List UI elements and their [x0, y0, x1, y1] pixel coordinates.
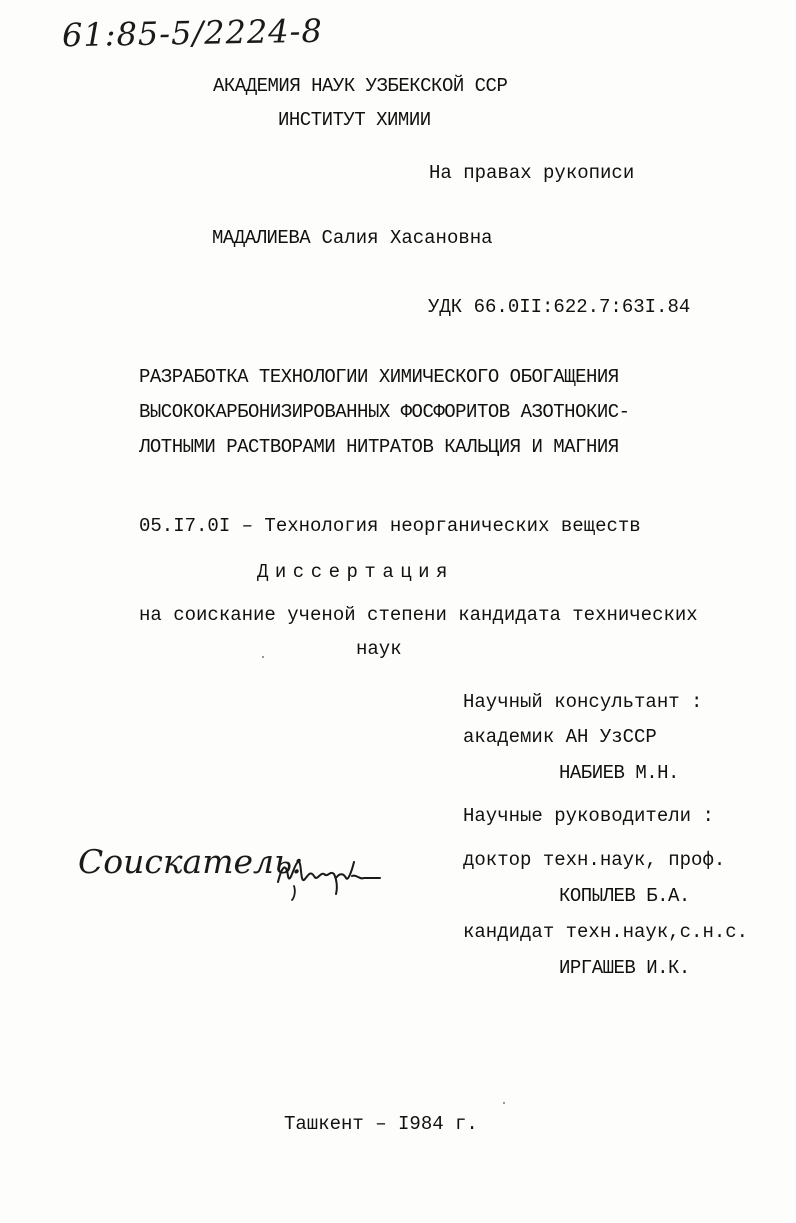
consultant-label: Научный консультант :	[463, 691, 703, 713]
consultant-name: НАБИЕВ М.Н.	[559, 762, 679, 784]
applicant-signature	[274, 852, 384, 902]
title-line-1: РАЗРАБОТКА ТЕХНОЛОГИИ ХИМИЧЕСКОГО ОБОГАЩЕНИЯ	[139, 366, 619, 388]
title-line-3: ЛОТНЫМИ РАСТВОРАМИ НИТРАТОВ КАЛЬЦИЯ И МАГНИЯ	[139, 436, 619, 458]
supervisors-label: Научные руководители :	[463, 805, 714, 827]
institute-name: ИНСТИТУТ ХИМИИ	[278, 109, 431, 131]
degree-line-1: на соискание ученой степени кандидата технических	[139, 604, 698, 626]
supervisor-1-name: КОПЫЛЕВ Б.А.	[559, 885, 690, 907]
supervisor-2-name: ИРГАШЕВ И.К.	[559, 957, 690, 979]
degree-line-2: наук	[356, 638, 402, 660]
udc-code: УДК 66.0II:622.7:63I.84	[428, 296, 691, 318]
title-line-2: ВЫСОКОКАРБОНИЗИРОВАННЫХ ФОСФОРИТОВ АЗОТНОКИС-	[139, 401, 630, 423]
author-name	[212, 226, 493, 250]
applicant-label: Соискатель:	[78, 842, 304, 881]
scan-speck	[262, 656, 264, 658]
consultant-title: академик АН УзССР	[463, 726, 657, 748]
scan-speck	[503, 1102, 505, 1104]
specialty-code: 05.I7.0I – Технология неорганических веществ	[139, 515, 641, 537]
city-year: Ташкент – I984 г.	[284, 1113, 478, 1135]
document-type: Диссертация	[257, 561, 454, 583]
archive-number: 61:85-5/2224-8	[61, 11, 324, 55]
author-surname: МАДАЛИЕВА	[212, 227, 311, 249]
author-given-names: Салия Хасановна	[321, 227, 493, 249]
supervisor-2-title: кандидат техн.наук,с.н.с.	[463, 921, 749, 943]
supervisor-1-title: доктор техн.наук, проф.	[463, 849, 726, 871]
academy-name: АКАДЕМИЯ НАУК УЗБЕКСКОЙ ССР	[213, 75, 508, 97]
manuscript-rights: На правах рукописи	[429, 162, 635, 184]
